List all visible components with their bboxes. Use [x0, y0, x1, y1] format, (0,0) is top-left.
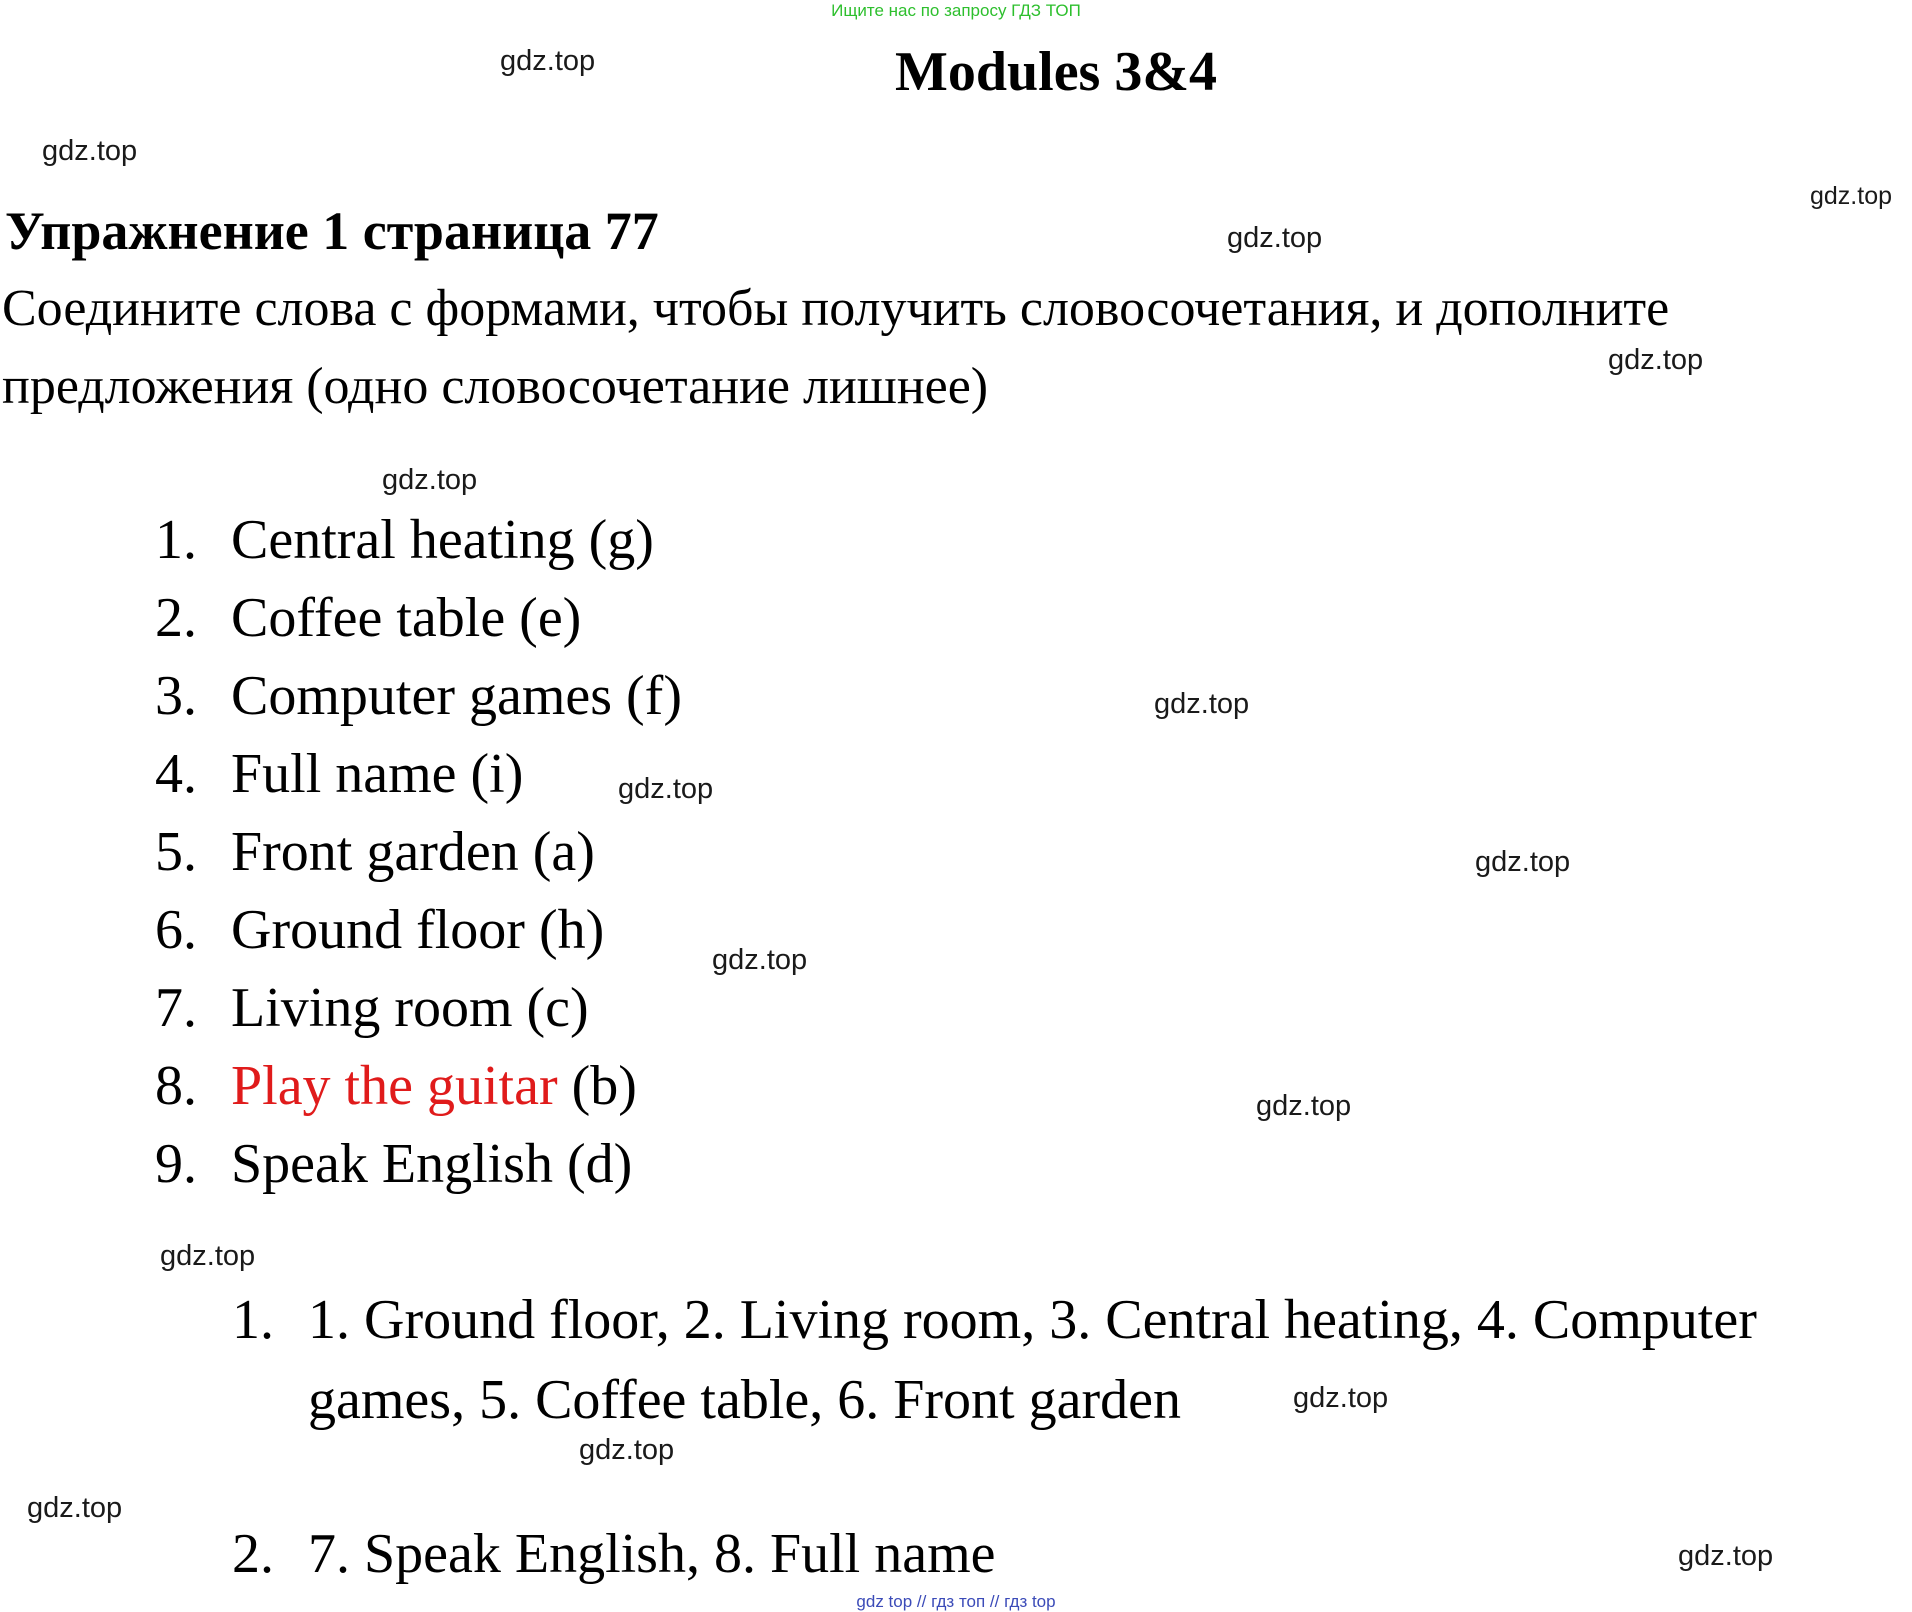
watermark: gdz.top — [500, 45, 596, 77]
watermark: gdz.top — [160, 1240, 256, 1272]
watermark: gdz.top — [1256, 1090, 1352, 1122]
watermark: gdz.top — [1154, 688, 1250, 720]
watermark: gdz.top — [382, 464, 478, 496]
list-item: 7. Living room (c) — [155, 977, 589, 1039]
bottom-banner: gdz top // гдз топ // гдз top — [856, 1592, 1056, 1611]
watermark: gdz.top — [1227, 222, 1323, 254]
page-title: Modules 3&4 — [895, 41, 1217, 103]
list-item: 2. Coffee table (e) — [155, 587, 582, 649]
list-item: 9. Speak English (d) — [155, 1133, 633, 1195]
list-item: 4. Full name (i) — [155, 743, 524, 805]
answer-item: 2. 7. Speak English, 8. Full name — [232, 1523, 996, 1585]
watermark: gdz.top — [1293, 1382, 1389, 1414]
list-item: 8. Play the guitar (b) — [155, 1055, 637, 1117]
watermark: gdz.top — [1810, 182, 1893, 210]
exercise-heading: Упражнение 1 страница 77 — [5, 201, 659, 261]
top-banner: Ищите нас по запросу ГДЗ ТОП — [831, 1, 1081, 20]
list-item: 3. Computer games (f) — [155, 665, 682, 727]
watermark: gdz.top — [1475, 846, 1571, 878]
list-item: 1. Central heating (g) — [155, 509, 654, 571]
instruction-line-2: предложения (одно словосочетание лишнее) — [2, 358, 989, 415]
watermark: gdz.top — [1678, 1540, 1774, 1572]
answer-item-continuation: games, 5. Coffee table, 6. Front garden — [308, 1369, 1181, 1431]
watermark: gdz.top — [712, 944, 808, 976]
watermark: gdz.top — [27, 1492, 123, 1524]
highlighted-phrase: Play the guitar — [231, 1055, 558, 1117]
answer-item: 1. 1. Ground floor, 2. Living room, 3. Central heating, 4. Computer — [232, 1289, 1757, 1351]
watermark: gdz.top — [1608, 344, 1704, 376]
instruction-line-1: Соедините слова с формами, чтобы получить словосочетания, и дополните — [2, 280, 1670, 337]
list-item: 6. Ground floor (h) — [155, 899, 605, 961]
watermark: gdz.top — [42, 135, 138, 167]
watermark: gdz.top — [579, 1434, 675, 1466]
list-item: 5. Front garden (a) — [155, 821, 595, 883]
watermark: gdz.top — [618, 773, 714, 805]
